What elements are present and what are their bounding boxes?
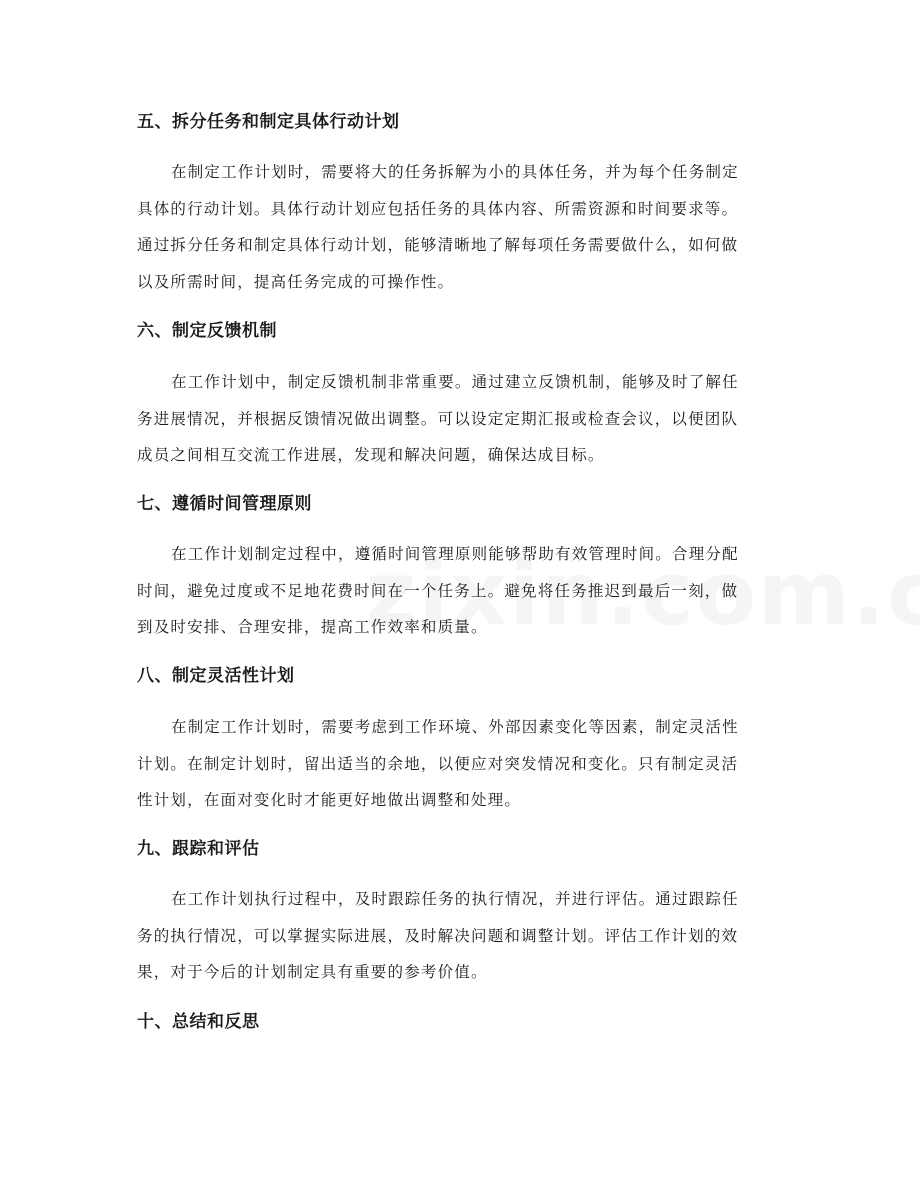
paragraph-line: 到及时安排、合理安排，提高工作效率和质量。 (137, 618, 488, 636)
paragraph-line: 务的执行情况，可以掌握实际进展，及时解决问题和调整计划。评估工作计划的效 (137, 926, 739, 945)
section-paragraph-6 (137, 364, 783, 474)
section-heading-7: 七、遵循时间管理原则 (137, 494, 312, 514)
paragraph-line: 以及所需时间，提高任务完成的可操作性。 (137, 272, 455, 291)
paragraph-line: 在工作计划执行过程中，及时跟踪任务的执行情况，并进行评估。通过跟踪任 (171, 890, 739, 908)
section-heading-9: 九、跟踪和评估 (137, 839, 260, 859)
section-heading-6: 六、制定反馈机制 (137, 321, 277, 341)
paragraph-line: 通过拆分任务和制定具体行动计划，能够清晰地了解每项任务需要做什么，如何做 (137, 236, 739, 254)
section-heading-10: 十、总结和反思 (137, 1012, 260, 1032)
paragraph-line: 计划。在制定计划时，留出适当的余地，以便应对突发情况和变化。只有制定灵活 (137, 754, 739, 773)
section-paragraph-9 (137, 881, 783, 991)
paragraph-line: 果，对于今后的计划制定具有重要的参考价值。 (137, 963, 488, 981)
paragraph-line: 时间，避免过度或不足地花费时间在一个任务上。避免将任务推迟到最后一刻，做 (137, 581, 739, 600)
paragraph-line: 具体的行动计划。具体行动计划应包括任务的具体内容、所需资源和时间要求等。 (137, 199, 739, 218)
section-paragraph-5 (137, 154, 783, 300)
section-heading-5: 五、拆分任务和制定具体行动计划 (137, 112, 400, 132)
paragraph-line: 务进展情况，并根据反馈情况做出调整。可以设定定期汇报或检查会议，以便团队 (137, 409, 739, 428)
section-heading-8: 八、制定灵活性计划 (137, 666, 295, 686)
section-paragraph-7 (137, 536, 783, 646)
paragraph-line: 在制定工作计划时，需要考虑到工作环境、外部因素变化等因素，制定灵活性 (171, 718, 739, 736)
paragraph-line: 性计划，在面对变化时才能更好地做出调整和处理。 (137, 791, 522, 809)
paragraph-line: 成员之间相互交流工作进展，发现和解决问题，确保达成目标。 (137, 446, 605, 464)
paragraph-line: 在制定工作计划时，需要将大的任务拆解为小的具体任务，并为每个任务制定 (171, 163, 739, 181)
section-paragraph-8 (137, 709, 783, 819)
paragraph-line: 在工作计划中，制定反馈机制非常重要。通过建立反馈机制，能够及时了解任 (171, 373, 739, 391)
paragraph-line: 在工作计划制定过程中，遵循时间管理原则能够帮助有效管理时间。合理分配 (171, 545, 739, 563)
